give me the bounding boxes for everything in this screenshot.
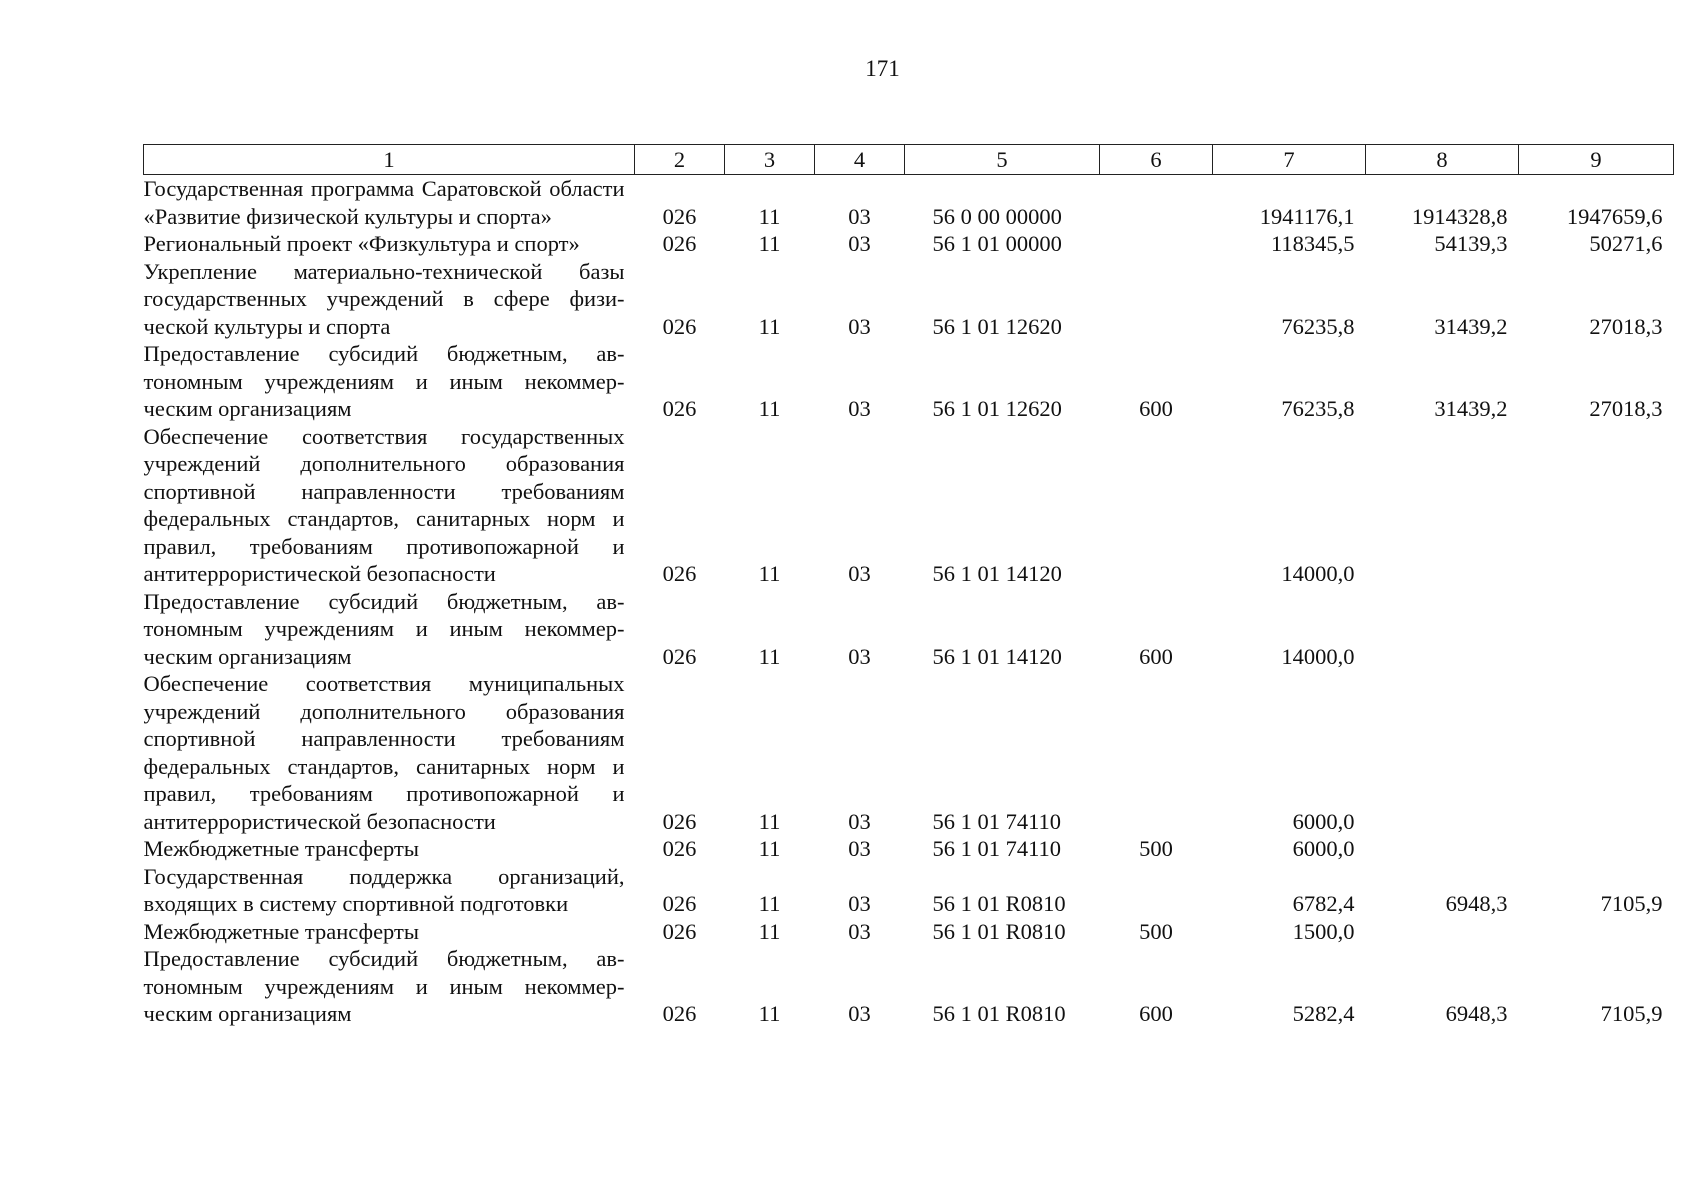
header-cell-7: 7 bbox=[1213, 145, 1366, 175]
amount-year1-cell: 6782,4 bbox=[1292, 891, 1355, 916]
target-article-cell: 56 1 01 R0810 bbox=[932, 891, 1066, 916]
amount-year1-cell: 14000,0 bbox=[1281, 643, 1355, 669]
target-article-cell: 56 1 01 14120 bbox=[932, 561, 1062, 586]
header-row bbox=[144, 145, 1674, 175]
amount-year2-cell: 31439,2 bbox=[1434, 396, 1508, 421]
expense-type-cell bbox=[1100, 175, 1213, 231]
section-code-cell: 11 bbox=[758, 561, 781, 586]
row-name-cell: Межбюджетные трансферты bbox=[143, 836, 419, 861]
subsection-code-cell: 03 bbox=[848, 561, 871, 586]
amount-year2-cell bbox=[1366, 423, 1519, 588]
subsection-code-cell: 03 bbox=[848, 1001, 871, 1026]
amount-year1-cell: 14000,0 bbox=[1281, 561, 1355, 586]
target-article-cell: 56 1 01 14120 bbox=[932, 643, 1062, 669]
expense-type-cell: 600 bbox=[1139, 643, 1173, 669]
target-article-cell: 56 1 01 00000 bbox=[932, 231, 1062, 256]
ministry-code-cell: 026 bbox=[662, 1001, 697, 1026]
amount-year2-cell: 6948,3 bbox=[1445, 1001, 1508, 1026]
amount-year2-cell bbox=[1366, 588, 1519, 671]
expense-type-cell bbox=[1100, 258, 1213, 341]
table-row bbox=[144, 230, 1674, 258]
expense-type-cell: 600 bbox=[1139, 1001, 1173, 1026]
header-cell-1: 1 bbox=[144, 145, 635, 175]
expense-type-cell bbox=[1100, 230, 1213, 258]
header-cell-4: 4 bbox=[815, 145, 905, 175]
section-code-cell: 11 bbox=[758, 1001, 781, 1026]
target-article-cell: 56 1 01 12620 bbox=[932, 313, 1062, 339]
subsection-code-cell: 03 bbox=[848, 643, 871, 669]
expense-type-cell: 500 bbox=[1139, 918, 1173, 944]
table-row bbox=[144, 670, 1674, 835]
subsection-code-cell: 03 bbox=[848, 891, 871, 916]
table-row bbox=[144, 175, 1674, 231]
expense-type-cell bbox=[1100, 670, 1213, 835]
budget-table bbox=[143, 144, 1674, 1028]
header-cell-2: 2 bbox=[635, 145, 725, 175]
ministry-code-cell: 026 bbox=[662, 231, 697, 256]
amount-year3-cell bbox=[1519, 588, 1674, 671]
ministry-code-cell: 026 bbox=[662, 808, 697, 834]
table-row bbox=[144, 835, 1674, 863]
amount-year1-cell: 6000,0 bbox=[1292, 836, 1355, 861]
section-code-cell: 11 bbox=[758, 918, 781, 944]
table-row bbox=[144, 863, 1674, 918]
section-code-cell: 11 bbox=[758, 643, 781, 669]
amount-year3-cell: 27018,3 bbox=[1589, 313, 1663, 339]
amount-year3-cell bbox=[1519, 670, 1674, 835]
row-name-cell: Обеспечение соответствия муниципальных учреждений дополнительного образования спортивной направленности требованиям федеральных стандартов, санитарных норм и правил, требованиям противопожарной и антитеррористической безопасности bbox=[143, 671, 625, 834]
row-name-cell: Укрепление материально-технической базы государственных учреждений в сфере физи-ческой культуры и спорта bbox=[143, 258, 625, 339]
amount-year3-cell: 7105,9 bbox=[1600, 891, 1663, 916]
ministry-code-cell: 026 bbox=[662, 396, 697, 421]
row-name-cell: Обеспечение соответствия государственных учреждений дополнительного образования спортивной направленности требованиям федеральных стандартов, санитарных норм и правил, требованиям противопожарной и антитеррористической безопасности bbox=[143, 423, 625, 586]
amount-year1-cell: 76235,8 bbox=[1281, 396, 1355, 421]
table-row bbox=[144, 258, 1674, 341]
target-article-cell: 56 1 01 12620 bbox=[932, 396, 1062, 421]
section-code-cell: 11 bbox=[758, 891, 781, 916]
expense-type-cell bbox=[1100, 863, 1213, 918]
section-code-cell: 11 bbox=[758, 203, 781, 229]
expense-type-cell: 500 bbox=[1139, 836, 1173, 861]
ministry-code-cell: 026 bbox=[662, 918, 697, 944]
table-row bbox=[144, 423, 1674, 588]
subsection-code-cell: 03 bbox=[848, 808, 871, 834]
subsection-code-cell: 03 bbox=[848, 203, 871, 229]
header-cell-8: 8 bbox=[1366, 145, 1519, 175]
expense-type-cell: 600 bbox=[1139, 396, 1173, 421]
header-cell-6: 6 bbox=[1100, 145, 1213, 175]
amount-year1-cell: 118345,5 bbox=[1270, 231, 1355, 256]
amount-year3-cell: 1947659,6 bbox=[1566, 203, 1663, 229]
page-number: 171 bbox=[865, 56, 900, 81]
table-row bbox=[144, 945, 1674, 1028]
target-article-cell: 56 1 01 R0810 bbox=[932, 1001, 1066, 1026]
header-cell-3: 3 bbox=[725, 145, 815, 175]
target-article-cell: 56 0 00 00000 bbox=[932, 203, 1062, 229]
table-row bbox=[144, 918, 1674, 946]
table-row bbox=[144, 588, 1674, 671]
amount-year3-cell: 50271,6 bbox=[1589, 231, 1663, 256]
ministry-code-cell: 026 bbox=[662, 643, 697, 669]
row-name-cell: Государственная программа Саратовской области «Развитие физической культуры и спорта» bbox=[143, 176, 625, 229]
amount-year2-cell: 1914328,8 bbox=[1411, 203, 1508, 229]
amount-year2-cell: 6948,3 bbox=[1445, 891, 1508, 916]
amount-year3-cell bbox=[1519, 918, 1674, 946]
row-name-cell: Межбюджетные трансферты bbox=[143, 918, 419, 944]
ministry-code-cell: 026 bbox=[662, 313, 697, 339]
row-name-cell: Предоставление субсидий бюджетным, ав-тономным учреждениям и иным некоммер-ческим организациям bbox=[143, 588, 625, 669]
amount-year1-cell: 6000,0 bbox=[1292, 808, 1355, 834]
expense-type-cell bbox=[1100, 423, 1213, 588]
section-code-cell: 11 bbox=[758, 231, 781, 256]
row-name-cell: Предоставление субсидий бюджетным, ав-тономным учреждениям и иным некоммер-ческим организациям bbox=[143, 341, 625, 421]
section-code-cell: 11 bbox=[758, 313, 781, 339]
subsection-code-cell: 03 bbox=[848, 231, 871, 256]
amount-year3-cell bbox=[1519, 835, 1674, 863]
ministry-code-cell: 026 bbox=[662, 203, 697, 229]
amount-year1-cell: 5282,4 bbox=[1292, 1001, 1355, 1026]
table-header bbox=[144, 145, 1674, 175]
ministry-code-cell: 026 bbox=[662, 561, 697, 586]
amount-year2-cell bbox=[1366, 835, 1519, 863]
section-code-cell: 11 bbox=[758, 396, 781, 421]
ministry-code-cell: 026 bbox=[662, 836, 697, 861]
row-name-cell: Государственная поддержка организаций, входящих в систему спортивной подготовки bbox=[143, 863, 625, 916]
target-article-cell: 56 1 01 R0810 bbox=[932, 918, 1066, 944]
subsection-code-cell: 03 bbox=[848, 313, 871, 339]
amount-year1-cell: 1941176,1 bbox=[1259, 203, 1355, 229]
row-name-cell: Предоставление субсидий бюджетным, ав-тономным учреждениям и иным некоммер-ческим организациям bbox=[143, 946, 625, 1026]
section-code-cell: 11 bbox=[758, 836, 781, 861]
row-name-cell: Региональный проект «Физкультура и спорт» bbox=[143, 231, 580, 256]
amount-year1-cell: 76235,8 bbox=[1281, 313, 1355, 339]
amount-year2-cell bbox=[1366, 670, 1519, 835]
header-cell-5: 5 bbox=[905, 145, 1100, 175]
section-code-cell: 11 bbox=[758, 808, 781, 834]
amount-year1-cell: 1500,0 bbox=[1292, 918, 1355, 944]
target-article-cell: 56 1 01 74110 bbox=[932, 808, 1062, 834]
table-body bbox=[144, 175, 1674, 1028]
amount-year2-cell: 31439,2 bbox=[1434, 313, 1508, 339]
amount-year3-cell: 27018,3 bbox=[1589, 396, 1663, 421]
amount-year2-cell: 54139,3 bbox=[1434, 231, 1508, 256]
ministry-code-cell: 026 bbox=[662, 891, 697, 916]
amount-year2-cell bbox=[1366, 918, 1519, 946]
subsection-code-cell: 03 bbox=[848, 918, 871, 944]
target-article-cell: 56 1 01 74110 bbox=[932, 836, 1062, 861]
subsection-code-cell: 03 bbox=[848, 396, 871, 421]
header-cell-9: 9 bbox=[1519, 145, 1674, 175]
subsection-code-cell: 03 bbox=[848, 836, 871, 861]
amount-year3-cell: 7105,9 bbox=[1600, 1001, 1663, 1026]
table-row bbox=[144, 340, 1674, 423]
amount-year3-cell bbox=[1519, 423, 1674, 588]
